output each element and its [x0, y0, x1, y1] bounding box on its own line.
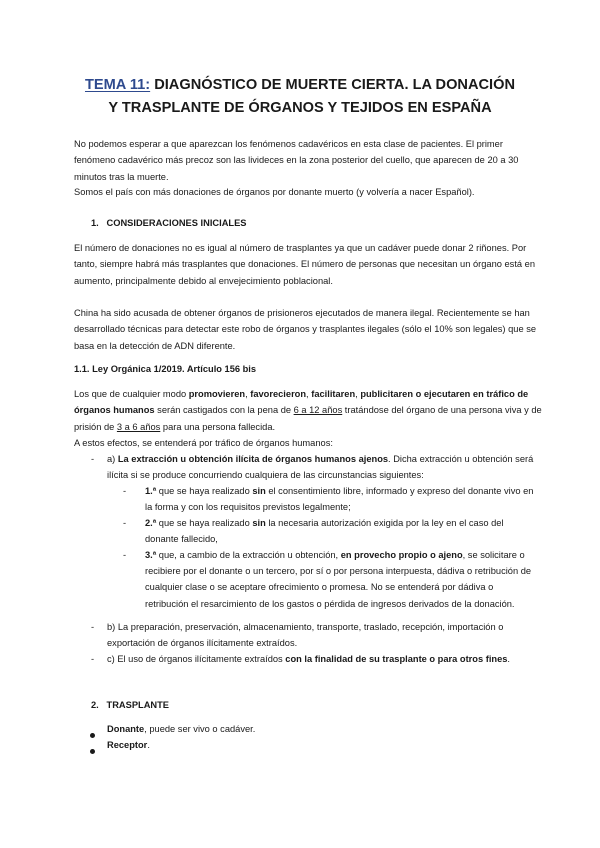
subsection-heading: 1.1. Ley Orgánica 1/2019. Artículo 156 bis	[74, 364, 257, 374]
intro-paragraph: No podemos esperar a que aparezcan los fenómenos cadavéricos en esta clase de pacientes. El primer fenómeno cadavérico más precoz son las livideces en la zona posterior del cuello, que aparecen de 20 a 30 minutos tras la muerte.	[74, 139, 519, 182]
bullet-icon	[90, 733, 95, 738]
topic-number: TEMA 11:	[84, 77, 151, 93]
section-1-heading	[91, 215, 561, 231]
list-item: Receptor.	[107, 737, 547, 753]
penalty-living-donor: 6 a 12 años	[293, 405, 343, 416]
section-title: TRASPLANTE	[106, 700, 170, 710]
list-item: - 3.ª que, a cambio de la extracción u obtención, en provecho propio o ajeno, se solicitare o recibiere por el donante o un tercero, por sí o por persona interpuesta, dádiva o retribución de cualquier clase o se aceptare ofrecimiento o promesa. No se entenderá por dádiva o retribución el resarcimiento de los gastos o pérdida de ingresos derivados de la donación.	[123, 550, 532, 609]
circumstances-list	[123, 483, 535, 612]
section-1-paragraph-2: China ha sido acusada de obtener órganos de prisioneros ejecutados de manera ilegal. Recientemente se han desarrollado técnicas para detectar este robo de órganos y trasplantes ilegales (sólo el 10% son legales) que se basa en la detección de ADN diferente.	[74, 308, 537, 351]
law-paragraph: Los que de cualquier modo promovieren, favorecieron, facilitaren, publicitaren o ejecutaren en tráfico de órganos humanos serán castigados con la pena de 6 a 12 años tratándose del órgano de una persona viva y de prisión de 3 a 6 años para una persona fallecida.	[74, 389, 542, 432]
list-item: - 1.ª que se haya realizado sin el consentimiento libre, informado y expreso del donante vivo en la forma y con los requisitos previstos legalmente;	[123, 486, 534, 513]
section-title: CONSIDERACIONES INICIALES	[106, 218, 247, 228]
transplant-list	[107, 721, 547, 753]
item-a: - a) La extracción u obtención ilícita de órganos humanos ajenos. Dicha extracción u obtención será ilícita si se produce concurriendo cualquiera de las circunstancias siguientes:	[107, 451, 547, 483]
section-1-paragraph-1: El número de donaciones no es igual al número de trasplantes ya que un cadáver puede donar 2 riñones. Por tanto, siempre habrá más trasplantes que donaciones. El número de personas que necesitan un órgano está en aumento, principalmente debido al envejecimiento poblacional.	[74, 243, 536, 286]
penalty-deceased-donor: 3 a 6 años	[116, 421, 161, 432]
dash-bullet: -	[91, 454, 95, 464]
section-number: 1.	[91, 218, 99, 228]
intro-paragraph-2: Somos el país con más donaciones de órganos por donante muerto (y volvería a nacer Español).	[74, 187, 475, 197]
list-item: Donante, puede ser vivo o cadáver.	[107, 721, 547, 737]
item-b: - b) La preparación, preservación, almacenamiento, transporte, traslado, recepción, importación o exportación de órganos ilícitamente extraídos.	[91, 622, 504, 649]
title-line-1: DIAGNÓSTICO DE MUERTE CIERTA. LA DONACIÓN	[154, 77, 515, 93]
section-2-heading	[91, 697, 561, 713]
item-c: - c) El uso de órganos ilícitamente extraídos con la finalidad de su trasplante o para otros fines.	[91, 654, 511, 664]
document-title	[60, 74, 540, 120]
section-number: 2.	[91, 700, 99, 710]
title-line-2: Y TRASPLANTE DE ÓRGANOS Y TEJIDOS EN ESPAÑA	[108, 100, 492, 116]
definition-lead: A estos efectos, se entenderá por tráfico de órganos humanos:	[74, 438, 333, 448]
bullet-icon	[90, 749, 95, 754]
list-item: - 2.ª que se haya realizado sin la necesaria autorización exigida por la ley en el caso del donante fallecido,	[123, 518, 504, 545]
